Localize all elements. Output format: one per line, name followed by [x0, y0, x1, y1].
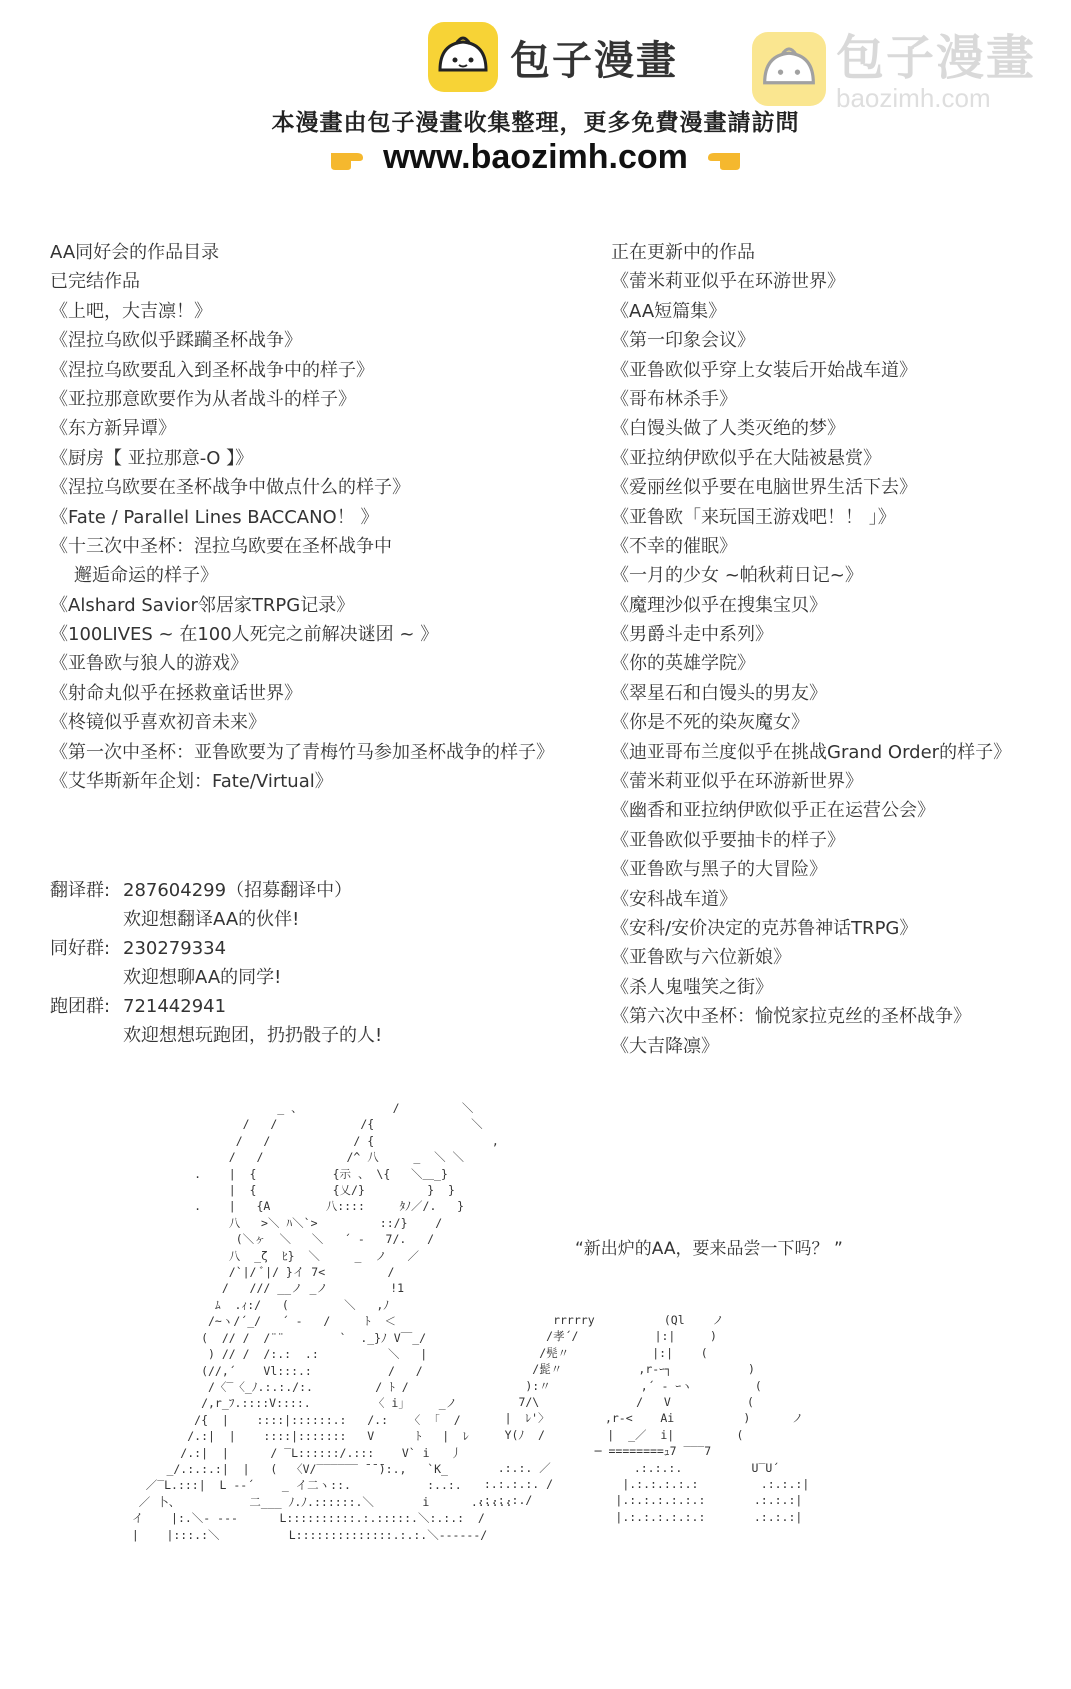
speech-bubble-text: “新出炉的AA，要来品尝一下吗？ ”: [575, 1239, 843, 1259]
list-item: 《艾华斯新年企划：Fate/Virtual》: [50, 771, 333, 793]
group-number: 230279334: [123, 938, 227, 959]
list-item: 《大吉降凛》: [611, 1035, 719, 1057]
list-item: 《亚拉那意欧要作为从者战斗的样子》: [50, 388, 356, 410]
list-item: 《哥布林杀手》: [611, 388, 737, 410]
pointing-right-hand-icon: [329, 145, 369, 171]
group-description: 欢迎想翻译AA的伙伴!: [123, 909, 300, 930]
list-item: 《你是不死的染灰魔女》: [611, 712, 809, 734]
list-item: 《你的英雄学院》: [611, 653, 755, 675]
list-item: 《涅拉乌欧要在圣杯战争中做点什么的样子》: [50, 477, 410, 499]
list-item: 《Fate / Parallel Lines BACCANO！ 》: [50, 506, 379, 528]
group-label: 跑团群:: [50, 996, 111, 1017]
list-item: 《一月的少女 ~帕秋莉日记~》: [611, 565, 863, 587]
list-item: 《不幸的催眠》: [611, 535, 737, 557]
list-item: 《杀人鬼嗤笑之街》: [611, 976, 773, 998]
catalog-title: AA同好会的作品目录: [50, 242, 220, 263]
list-item: 《亚鲁欧似乎要抽卡的样子》: [611, 829, 845, 851]
completed-works-list: [50, 238, 554, 796]
completed-heading: 已完结作品: [50, 271, 140, 293]
brand-name: 包子漫畫: [510, 37, 678, 84]
list-item: 《100LIVES ~ 在100人死完之前解决谜团 ~ 》: [50, 624, 439, 646]
list-item: 《爱丽丝似乎要在电脑世界生活下去》: [611, 477, 917, 499]
ongoing-works-list: [611, 238, 1011, 1061]
list-item: 《迪亚哥布兰度似乎在挑战Grand Order的样子》: [611, 741, 1012, 763]
list-item: 《蕾米莉亚似乎在环游世界》: [611, 271, 845, 293]
list-item: 《十三次中圣杯：涅拉乌欧要在圣杯战争中: [50, 535, 392, 557]
list-item: 《蕾米莉亚似乎在环游新世界》: [611, 771, 863, 793]
group-number: 287604299（招募翻译中）: [123, 880, 353, 901]
list-item: 《第一次中圣杯：亚鲁欧要为了青梅竹马参加圣杯战争的样子》: [50, 741, 554, 763]
list-item: 《上吧，大吉凛！》: [50, 300, 212, 322]
list-item: 《第一印象会议》: [611, 330, 755, 352]
url-banner: [0, 138, 1071, 177]
group-label: 同好群:: [50, 938, 111, 959]
list-item: 《安科/安价决定的克苏鲁神话TRPG》: [611, 917, 918, 939]
list-item: 《安科战车道》: [611, 888, 737, 910]
list-item: 《男爵斗走中系列》: [611, 624, 773, 646]
list-item: 《AA短篇集》: [611, 300, 727, 322]
list-item: 《第六次中圣杯：愉悦家拉克丝的圣杯战争》: [611, 1006, 971, 1028]
list-item: 《亚鲁欧「来玩国王游戏吧！！ 」》: [611, 506, 896, 528]
list-item-continuation: 邂逅命运的样子》: [74, 565, 218, 587]
list-item: 《东方新异谭》: [50, 418, 176, 440]
list-item: 《Alshard Savior邻居家TRPG记录》: [50, 594, 355, 616]
group-number: 721442941: [123, 996, 227, 1017]
list-item: 《柊镜似乎喜欢初音未来》: [50, 712, 266, 734]
group-label: 翻译群:: [50, 880, 111, 901]
ascii-art-illustration: _ 、 / ＼ / / /{ ＼ / / / { , / / /^ 八 _ ＼ ＼ . | { {示 、 \{ ＼＿_} | { {乂/} } } . | {A 八:::: ﾀﾉ／/. } 八 >＼ ﾊ＼`> ::/} / (＼ヶ ＼ ＼ ´ ‐ 7/. / 八 _ζ ﾋ} ＼ _ ノ ／ /`|/ ﾞ|/ }イ 7< / / /// __ノ _ノ !1 ﾑ .ｨ:/ ( ＼ ,ﾉ /~ヽ/´_/ ´ ‐ / ﾄ ＜ ( // / /¨¨ ` ._}ﾉ V￣_/ ) // / /:.: .: ＼ | (//,´ Vl:::.: / / /〈‾〈_ﾉ.:.:./:. / ﾄ / /,r_ﾌ.::::V::::. 〈 i｣ _ノ /{ | ::::|::::::.: /.: 〈 ｢ / /.:| | ::::|::::::: V ﾄ | ﾚ /.:| | / ‾L::::::/.::: V` i 丿 _/.:.:.:| | ( 〈V/‾‾‾‾‾‾ ̄ ̄ ̄):., `K_ ／‾L.:::| L -‐´ _ イ二ヽ::. :..:. ／ 卜、 二___ ﾉ.ﾉ.::::::.＼ i .:.:.: イ |:.＼‐ ‐‐‐ L::::::::::.:.:::::.＼:.:.: / | |:::.:＼ L::::::::::::::.:.:.＼‐‐‐‐‐‐/: [131, 1101, 513, 1542]
list-item: 《涅拉乌欧似乎蹂躏圣杯战争》: [50, 330, 302, 352]
site-url-link[interactable]: www.baozimh.com: [383, 138, 688, 176]
watermark-name: 包子漫畫: [836, 30, 1037, 86]
list-item: 《翠星石和白馒头的男友》: [611, 682, 827, 704]
list-item: 《亚鲁欧与狼人的游戏》: [50, 653, 248, 675]
watermark-domain: baozimh.com: [836, 83, 991, 113]
bun-mascot-icon: [428, 22, 498, 92]
list-item: 《亚拉纳伊欧似乎在大陆被悬赏》: [611, 447, 881, 469]
brand-watermark: [752, 32, 1036, 112]
list-item: 《涅拉乌欧要乱入到圣杯战争中的样子》: [50, 359, 374, 381]
list-item: 《亚鲁欧与六位新娘》: [611, 947, 791, 969]
ascii-art-tea-set: rrrrry (Ql ノ /孝´/ |:| ) /髡〃 |:| ( /髭〃 ,r‐ｰ┐ ) ):〃 ,´ ‐ ｰヽ ( 7/\ / V ( | ﾚ'〉 ,r‐< Ai ) ノ Y(ﾉ / | _／ i| ( ─ ========ｭ7 ‾‾‾7 .:.:. ／ .:.:.:. U‾U´ :.:.:.:. / |.:.:.:.:.: .:.:.:| .:.:.:./ |.:.:.:.:.:.: .:.:.:| |.:.:.:.:.:.: .:.:.:|: [476, 1313, 810, 1524]
ongoing-heading: 正在更新中的作品: [611, 242, 755, 263]
list-item: 《白馒头做了人类灭绝的梦》: [611, 418, 845, 440]
list-item: 《魔理沙似乎在搜集宝贝》: [611, 594, 827, 616]
brand-logo: [428, 22, 678, 92]
qq-groups: [50, 876, 382, 1050]
pointing-left-hand-icon: [702, 145, 742, 171]
group-description: 欢迎想想玩跑团，扔扔骰子的人!: [123, 1025, 383, 1046]
list-item: 《亚鲁欧与黑子的大冒险》: [611, 859, 827, 881]
bun-watermark-icon: [752, 32, 826, 106]
collection-notice: 本漫畫由包子漫畫收集整理，更多免費漫畫請訪問: [271, 110, 800, 136]
list-item: 《亚鲁欧似乎穿上女装后开始战车道》: [611, 359, 917, 381]
list-item: 《厨房【 亚拉那意-O 】》: [50, 447, 254, 469]
list-item: 《射命丸似乎在拯救童话世界》: [50, 682, 302, 704]
group-description: 欢迎想聊AA的同学!: [123, 967, 282, 988]
list-item: 《幽香和亚拉纳伊欧似乎正在运营公会》: [611, 800, 935, 822]
